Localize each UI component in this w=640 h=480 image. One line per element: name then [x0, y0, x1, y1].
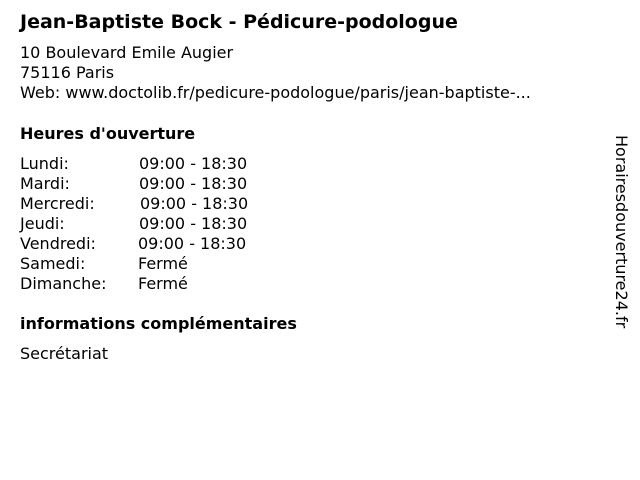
site-watermark: Horairesdouverture24.fr — [612, 135, 631, 329]
additional-info-text: Secrétariat — [20, 344, 109, 363]
day-hours: 09:00 - 18:30 — [139, 174, 248, 193]
opening-hours-heading: Heures d'ouverture — [20, 124, 196, 143]
day-label: Lundi: — [20, 154, 69, 173]
day-label: Mardi: — [20, 174, 70, 193]
day-hours: 09:00 - 18:30 — [138, 234, 247, 253]
day-label: Jeudi: — [20, 214, 65, 233]
address-city: 75116 Paris — [20, 63, 115, 82]
day-hours: 09:00 - 18:30 — [139, 214, 248, 233]
day-label: Samedi: — [20, 254, 86, 273]
day-hours: Fermé — [138, 274, 188, 293]
day-hours: 09:00 - 18:30 — [139, 154, 248, 173]
additional-info-heading: informations complémentaires — [20, 314, 297, 333]
website-line: Web: www.doctolib.fr/pedicure-podologue/paris/jean-baptiste-... — [20, 83, 531, 102]
day-label: Dimanche: — [20, 274, 107, 293]
day-label: Vendredi: — [20, 234, 96, 253]
address-block — [20, 43, 531, 103]
day-hours: 09:00 - 18:30 — [140, 194, 249, 213]
day-hours: Fermé — [138, 254, 188, 273]
address-street: 10 Boulevard Emile Augier — [20, 43, 234, 62]
business-title: Jean-Baptiste Bock - Pédicure-podologue — [20, 11, 458, 33]
day-label: Mercredi: — [20, 194, 95, 213]
